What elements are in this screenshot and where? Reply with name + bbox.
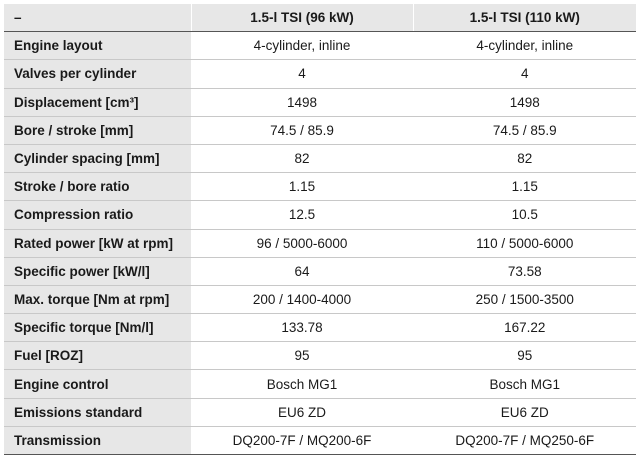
row-label: Engine layout: [4, 32, 191, 60]
value-110kw: 10.5: [413, 201, 636, 229]
value-110kw: DQ200-7F / MQ250-6F: [413, 426, 636, 454]
value-96kw: 12.5: [191, 201, 413, 229]
value-96kw: 95: [191, 342, 413, 370]
row-label: Bore / stroke [mm]: [4, 116, 191, 144]
value-110kw: 82: [413, 144, 636, 172]
row-label: Transmission: [4, 426, 191, 454]
row-label: Displacement [cm³]: [4, 88, 191, 116]
row-label: Specific power [kW/l]: [4, 257, 191, 285]
value-96kw: 1.15: [191, 173, 413, 201]
table-header: [4, 4, 636, 32]
value-110kw: 250 / 1500-3500: [413, 285, 636, 313]
row-label: Specific torque [Nm/l]: [4, 314, 191, 342]
row-label: Emissions standard: [4, 398, 191, 426]
value-110kw: 110 / 5000-6000: [413, 229, 636, 257]
table-row: [4, 314, 636, 342]
value-96kw: 133.78: [191, 314, 413, 342]
header-engine-96kw: 1.5-l TSI (96 kW): [191, 4, 413, 32]
row-label: Cylinder spacing [mm]: [4, 144, 191, 172]
table-row: [4, 257, 636, 285]
table-body: [4, 32, 636, 455]
value-110kw: 74.5 / 85.9: [413, 116, 636, 144]
value-110kw: 1.15: [413, 173, 636, 201]
row-label: Fuel [ROZ]: [4, 342, 191, 370]
table-row: [4, 173, 636, 201]
value-96kw: DQ200-7F / MQ200-6F: [191, 426, 413, 454]
row-label: Rated power [kW at rpm]: [4, 229, 191, 257]
table-row: [4, 426, 636, 454]
table-row: [4, 229, 636, 257]
value-96kw: 64: [191, 257, 413, 285]
table-row: [4, 60, 636, 88]
value-96kw: EU6 ZD: [191, 398, 413, 426]
value-110kw: 1498: [413, 88, 636, 116]
value-96kw: 82: [191, 144, 413, 172]
engine-spec-table: [4, 4, 636, 455]
row-label: Engine control: [4, 370, 191, 398]
value-110kw: 73.58: [413, 257, 636, 285]
value-110kw: 4-cylinder, inline: [413, 32, 636, 60]
value-96kw: 200 / 1400-4000: [191, 285, 413, 313]
table-row: [4, 342, 636, 370]
value-96kw: 4-cylinder, inline: [191, 32, 413, 60]
value-96kw: Bosch MG1: [191, 370, 413, 398]
row-label: Compression ratio: [4, 201, 191, 229]
value-96kw: 74.5 / 85.9: [191, 116, 413, 144]
row-label: Stroke / bore ratio: [4, 173, 191, 201]
table-row: [4, 116, 636, 144]
value-96kw: 1498: [191, 88, 413, 116]
table-row: [4, 88, 636, 116]
value-110kw: EU6 ZD: [413, 398, 636, 426]
value-96kw: 4: [191, 60, 413, 88]
value-96kw: 96 / 5000-6000: [191, 229, 413, 257]
table-row: [4, 398, 636, 426]
table-row: [4, 201, 636, 229]
table-row: [4, 144, 636, 172]
value-110kw: 95: [413, 342, 636, 370]
value-110kw: 167.22: [413, 314, 636, 342]
row-label: Valves per cylinder: [4, 60, 191, 88]
value-110kw: Bosch MG1: [413, 370, 636, 398]
table-row: [4, 32, 636, 60]
header-engine-110kw: 1.5-l TSI (110 kW): [413, 4, 636, 32]
row-label: Max. torque [Nm at rpm]: [4, 285, 191, 313]
value-110kw: 4: [413, 60, 636, 88]
header-row: [4, 4, 636, 32]
table-row: [4, 370, 636, 398]
header-parameter: –: [4, 4, 191, 32]
table-row: [4, 285, 636, 313]
